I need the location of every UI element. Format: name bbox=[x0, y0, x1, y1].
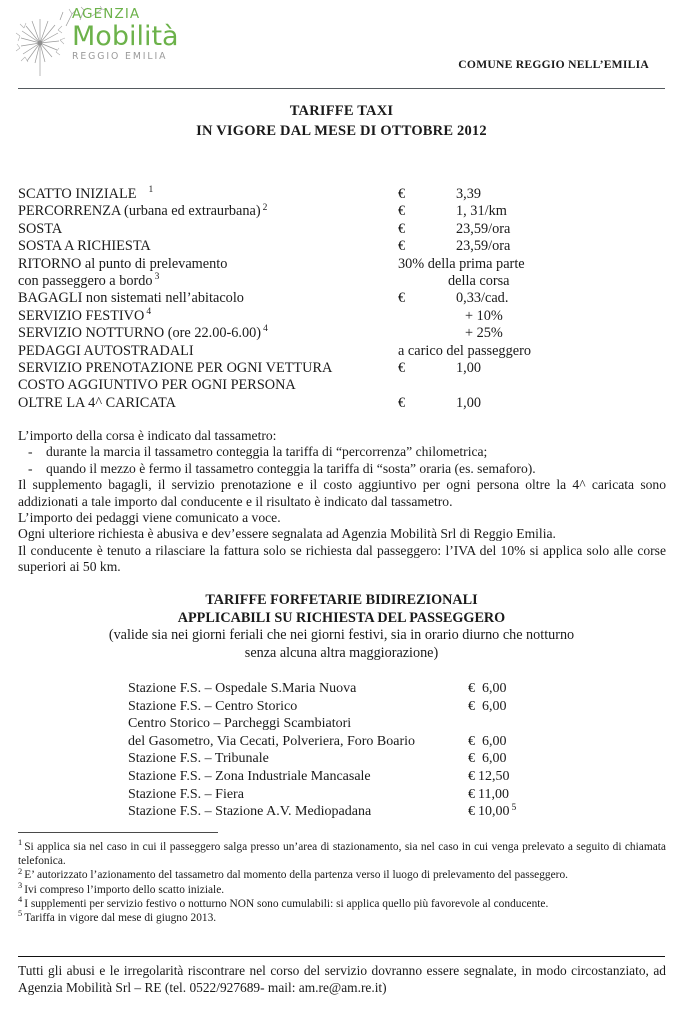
euro-symbol: € bbox=[468, 768, 475, 784]
tariff-row bbox=[18, 377, 666, 394]
flat-rate-route: Stazione F.S. – Stazione A.V. Mediopadana bbox=[128, 804, 372, 820]
flat-rate-price bbox=[468, 768, 510, 786]
euro-symbol: € bbox=[398, 203, 406, 220]
tariff-label bbox=[18, 238, 151, 255]
footnote-marker: 2 bbox=[18, 866, 23, 876]
tariff-row bbox=[18, 325, 666, 342]
tariff-label-main: PERCORRENZA bbox=[18, 203, 121, 220]
footnote-text: Si applica sia nel caso in cui il passeggero salga presso un’area di stazionamento, sia nel caso in cui venga prelevato a seguito di chiamata telefonica. bbox=[18, 841, 666, 868]
tariff-value bbox=[398, 238, 510, 255]
flat-rate-list bbox=[128, 680, 548, 821]
header-divider bbox=[18, 88, 665, 89]
tariff-value bbox=[398, 221, 510, 238]
tariff-label-main: OLTRE LA 4^ CARICATA bbox=[18, 394, 176, 411]
tariff-label-detail: non sistemati nell’abitacolo bbox=[82, 290, 244, 307]
footnote-item bbox=[18, 911, 666, 925]
bullet-text-1: durante la marcia il tassametro conteggia la tariffa di “percorrenza” chilometrica; bbox=[46, 444, 488, 460]
page-title bbox=[0, 102, 683, 141]
agenzia-mobilita-logo bbox=[14, 6, 179, 78]
logo-wordmark bbox=[72, 8, 182, 61]
footnote-text: I supplementi per servizio festivo o notturno NON sono cumulabili: si applica quello più favorevole al conducente. bbox=[24, 897, 549, 910]
dash-marker: - bbox=[28, 444, 33, 460]
tariff-amount: 1,00 bbox=[456, 394, 482, 411]
flat-rate-row bbox=[128, 803, 548, 821]
tariff-label-main: BAGAGLI bbox=[18, 290, 83, 307]
tariff-row bbox=[18, 186, 666, 203]
footer-block bbox=[18, 962, 666, 996]
flat-rate-amount: 6,00 bbox=[482, 698, 507, 714]
paragraph-2: L’importo dei pedaggi viene comunicato a voce. bbox=[18, 510, 281, 526]
tariff-label bbox=[18, 256, 227, 273]
tariff-label-main: SOSTA A RICHIESTA bbox=[18, 238, 151, 255]
tariff-value: + 25% bbox=[465, 325, 503, 342]
footnote-marker: 3 bbox=[18, 880, 23, 890]
euro-symbol: € bbox=[468, 681, 475, 696]
tariff-label-main: SCATTO INIZIALE bbox=[18, 186, 137, 202]
footnote-text: Tariffa in vigore dal mese di giugno 2013. bbox=[24, 912, 217, 925]
page-title-line-2: IN VIGORE DAL MESE DI OTTOBRE 2012 bbox=[196, 122, 487, 139]
flat-rate-row bbox=[128, 786, 548, 804]
flat-rate-route: Stazione F.S. – Fiera bbox=[128, 786, 244, 802]
footnote-text: E’ autorizzato l’azionamento del tassametro dal momento della partenza verso il luogo di prelevamento del passeggero. bbox=[24, 869, 568, 882]
tariff-label-main: con passeggero a bordo bbox=[18, 272, 153, 289]
euro-symbol: € bbox=[398, 290, 406, 307]
flat-rate-row bbox=[128, 733, 548, 751]
euro-symbol: € bbox=[468, 733, 475, 749]
tariff-label bbox=[18, 203, 267, 220]
footnote-text: Ivi compreso l’importo dello scatto iniziale. bbox=[24, 883, 225, 896]
comune-label: COMUNE REGGIO NELL’EMILIA bbox=[458, 58, 649, 71]
paragraph-3: Ogni ulteriore richiesta è abusiva e dev’essere segnalata ad Agenzia Mobilità Srl di Reggio Emilia. bbox=[18, 526, 556, 542]
flat-rate-amount: 6,00 bbox=[482, 733, 507, 749]
tariff-row bbox=[18, 221, 666, 238]
flat-rate-amount: 10,00 bbox=[478, 804, 510, 820]
flat-rate-route: Stazione F.S. – Ospedale S.Maria Nuova bbox=[128, 681, 357, 696]
tariff-amount: 1, 31/km bbox=[456, 203, 507, 220]
bullet-item-1 bbox=[18, 444, 666, 460]
logo-line-mobilita: Mobilità bbox=[72, 20, 179, 52]
flat-rate-price bbox=[468, 680, 507, 698]
tariff-label bbox=[18, 273, 159, 290]
footnote-divider bbox=[18, 832, 218, 833]
tariff-amount: 23,59/ora bbox=[456, 238, 511, 255]
flat-rate-price bbox=[468, 786, 509, 804]
tariff-amount: 3,39 bbox=[456, 186, 482, 202]
section-2-title-line-2: APPLICABILI SU RICHIESTA DEL PASSEGGERO bbox=[177, 609, 506, 626]
flat-rate-price bbox=[468, 803, 516, 821]
tariff-amount: 1,00 bbox=[456, 359, 482, 376]
flat-rate-row bbox=[128, 698, 548, 716]
footnote-marker: 1 bbox=[148, 185, 154, 196]
tariff-label bbox=[18, 221, 62, 238]
flat-rate-route: Centro Storico – Parcheggi Scambiatori bbox=[128, 716, 352, 732]
flat-rate-route: Stazione F.S. – Zona Industriale Mancasale bbox=[128, 768, 371, 784]
flat-rate-route: Stazione F.S. – Tribunale bbox=[128, 751, 269, 767]
footnotes-block bbox=[18, 840, 666, 925]
flat-rate-price bbox=[468, 750, 507, 768]
tariff-label bbox=[18, 290, 244, 307]
tariff-label-main: SERVIZIO PRENOTAZIONE PER OGNI VETTURA bbox=[18, 359, 333, 376]
tariff-label-main: SOSTA bbox=[18, 220, 63, 237]
bullet-item-2 bbox=[18, 461, 666, 477]
footnote-marker: 4 bbox=[263, 324, 268, 335]
tariff-amount: 0,33/cad. bbox=[456, 290, 509, 307]
flat-rate-amount: 12,50 bbox=[478, 768, 510, 784]
tariff-value bbox=[398, 203, 507, 220]
flat-rate-route: del Gasometro, Via Cecati, Polveriera, Foro Boario bbox=[128, 733, 415, 749]
tariff-label-detail: al punto di prelevamento bbox=[81, 255, 228, 272]
tariff-label-main: SERVIZIO NOTTURNO bbox=[18, 325, 165, 342]
logo-line-agenzia: AGENZIA bbox=[72, 6, 141, 22]
flat-rate-row bbox=[128, 768, 548, 786]
footnote-item bbox=[18, 868, 666, 882]
tariff-label bbox=[18, 395, 176, 412]
flat-rate-price bbox=[468, 698, 507, 716]
document-header bbox=[0, 0, 683, 80]
tariff-row bbox=[18, 395, 666, 412]
tariff-label-main: RITORNO bbox=[18, 255, 82, 272]
tariff-row bbox=[18, 308, 666, 325]
section-2-title bbox=[0, 592, 683, 662]
section-2-subtitle-line-1: (valide sia nei giorni feriali che nei giorni festivi, sia in orario diurno che notturno bbox=[108, 627, 575, 644]
tariff-value: della corsa bbox=[448, 272, 510, 289]
page-title-line-1: TARIFFE TAXI bbox=[289, 103, 394, 119]
tariff-row bbox=[18, 238, 666, 255]
footnote-marker: 5 bbox=[511, 802, 517, 813]
tariff-label bbox=[18, 186, 153, 203]
footnote-item bbox=[18, 840, 666, 868]
euro-symbol: € bbox=[468, 804, 475, 820]
euro-symbol: € bbox=[468, 751, 475, 767]
explanatory-text bbox=[18, 428, 666, 576]
tariff-value bbox=[398, 186, 481, 203]
footnote-marker: 5 bbox=[18, 909, 23, 919]
paragraph-4: Il conducente è tenuto a rilasciare la fattura solo se richiesta dal passeggero: l’IVA del 10% si applica solo alle corse superiori ai 50 km. bbox=[18, 542, 666, 575]
flat-rate-row bbox=[128, 750, 548, 768]
flat-rate-amount: 6,00 bbox=[482, 681, 507, 696]
tariff-row bbox=[18, 290, 666, 307]
euro-symbol: € bbox=[398, 359, 406, 376]
logo-line-reggio-emilia: REGGIO EMILIA bbox=[72, 51, 168, 63]
euro-symbol: € bbox=[468, 786, 475, 802]
dash-marker: - bbox=[28, 460, 33, 476]
tariff-label-detail: (ore 22.00-6.00) bbox=[164, 325, 262, 342]
tariff-row bbox=[18, 256, 666, 273]
tariff-row bbox=[18, 203, 666, 220]
tariff-row bbox=[18, 360, 666, 377]
tariff-row bbox=[18, 273, 666, 290]
flat-rate-row bbox=[128, 680, 548, 698]
tariff-value bbox=[398, 395, 481, 412]
euro-symbol: € bbox=[398, 238, 406, 255]
footnote-marker: 3 bbox=[154, 272, 160, 283]
flat-rate-route: Stazione F.S. – Centro Storico bbox=[128, 698, 298, 714]
intro-line: L’importo della corsa è indicato dal tassametro: bbox=[18, 428, 277, 443]
tariff-amount: 23,59/ora bbox=[456, 220, 511, 237]
tariff-value: a carico del passeggero bbox=[398, 342, 531, 359]
flat-rate-amount: 6,00 bbox=[482, 751, 507, 767]
tariff-row bbox=[18, 343, 666, 360]
flat-rate-amount: 11,00 bbox=[478, 786, 509, 802]
footnote-marker: 4 bbox=[146, 306, 152, 317]
footnote-marker: 4 bbox=[18, 895, 23, 905]
footer-divider bbox=[18, 956, 665, 957]
footnote-marker: 2 bbox=[262, 202, 268, 213]
tariff-value bbox=[398, 360, 481, 377]
tariff-table bbox=[18, 186, 666, 412]
tariff-label bbox=[18, 308, 151, 325]
section-2-title-line-1: TARIFFE FORFETARIE BIDIREZIONALI bbox=[205, 592, 478, 608]
tariff-label bbox=[18, 360, 332, 377]
tariff-value bbox=[398, 290, 508, 307]
footnote-marker: 1 bbox=[18, 838, 23, 848]
tariff-label bbox=[18, 343, 194, 360]
tariff-label-main: PEDAGGI AUTOSTRADALI bbox=[18, 342, 194, 359]
tariff-value: + 10% bbox=[465, 307, 503, 324]
paragraph-1: Il supplemento bagagli, il servizio prenotazione e il costo aggiuntivo per ogni persona oltre la 4^ caricata sono addizionati a tale importo dal conducente e il risultato è indicato dal tassametro. bbox=[18, 477, 666, 509]
tariff-label-detail: (urbana ed extraurbana) bbox=[120, 203, 261, 220]
euro-symbol: € bbox=[398, 186, 406, 202]
footnote-item bbox=[18, 880, 666, 897]
tariff-label-main: COSTO AGGIUNTIVO PER OGNI PERSONA bbox=[18, 377, 296, 394]
euro-symbol: € bbox=[398, 394, 406, 411]
flat-rate-row bbox=[128, 715, 548, 733]
tariff-label bbox=[18, 325, 268, 342]
tariff-value: 30% della prima parte bbox=[398, 255, 525, 272]
euro-symbol: € bbox=[468, 698, 475, 714]
section-2-subtitle-line-2: senza alcuna altra maggiorazione) bbox=[244, 644, 439, 661]
tariff-label-main: SERVIZIO FESTIVO bbox=[18, 307, 145, 324]
footnote-item bbox=[18, 897, 666, 911]
flat-rate-price bbox=[468, 733, 507, 751]
bullet-text-2: quando il mezzo è fermo il tassametro conteggia la tariffa di “sosta” oraria (es. semaforo). bbox=[46, 460, 536, 476]
footer-text: Tutti gli abusi e le irregolarità riscontrare nel corso del servizio dovranno essere segnalate, in modo circostanziato, ad Agenzia Mobilità Srl – RE (tel. 0522/927689- mail: am.re@am.re.it) bbox=[18, 963, 666, 995]
euro-symbol: € bbox=[398, 220, 406, 237]
tariff-label bbox=[18, 377, 296, 394]
